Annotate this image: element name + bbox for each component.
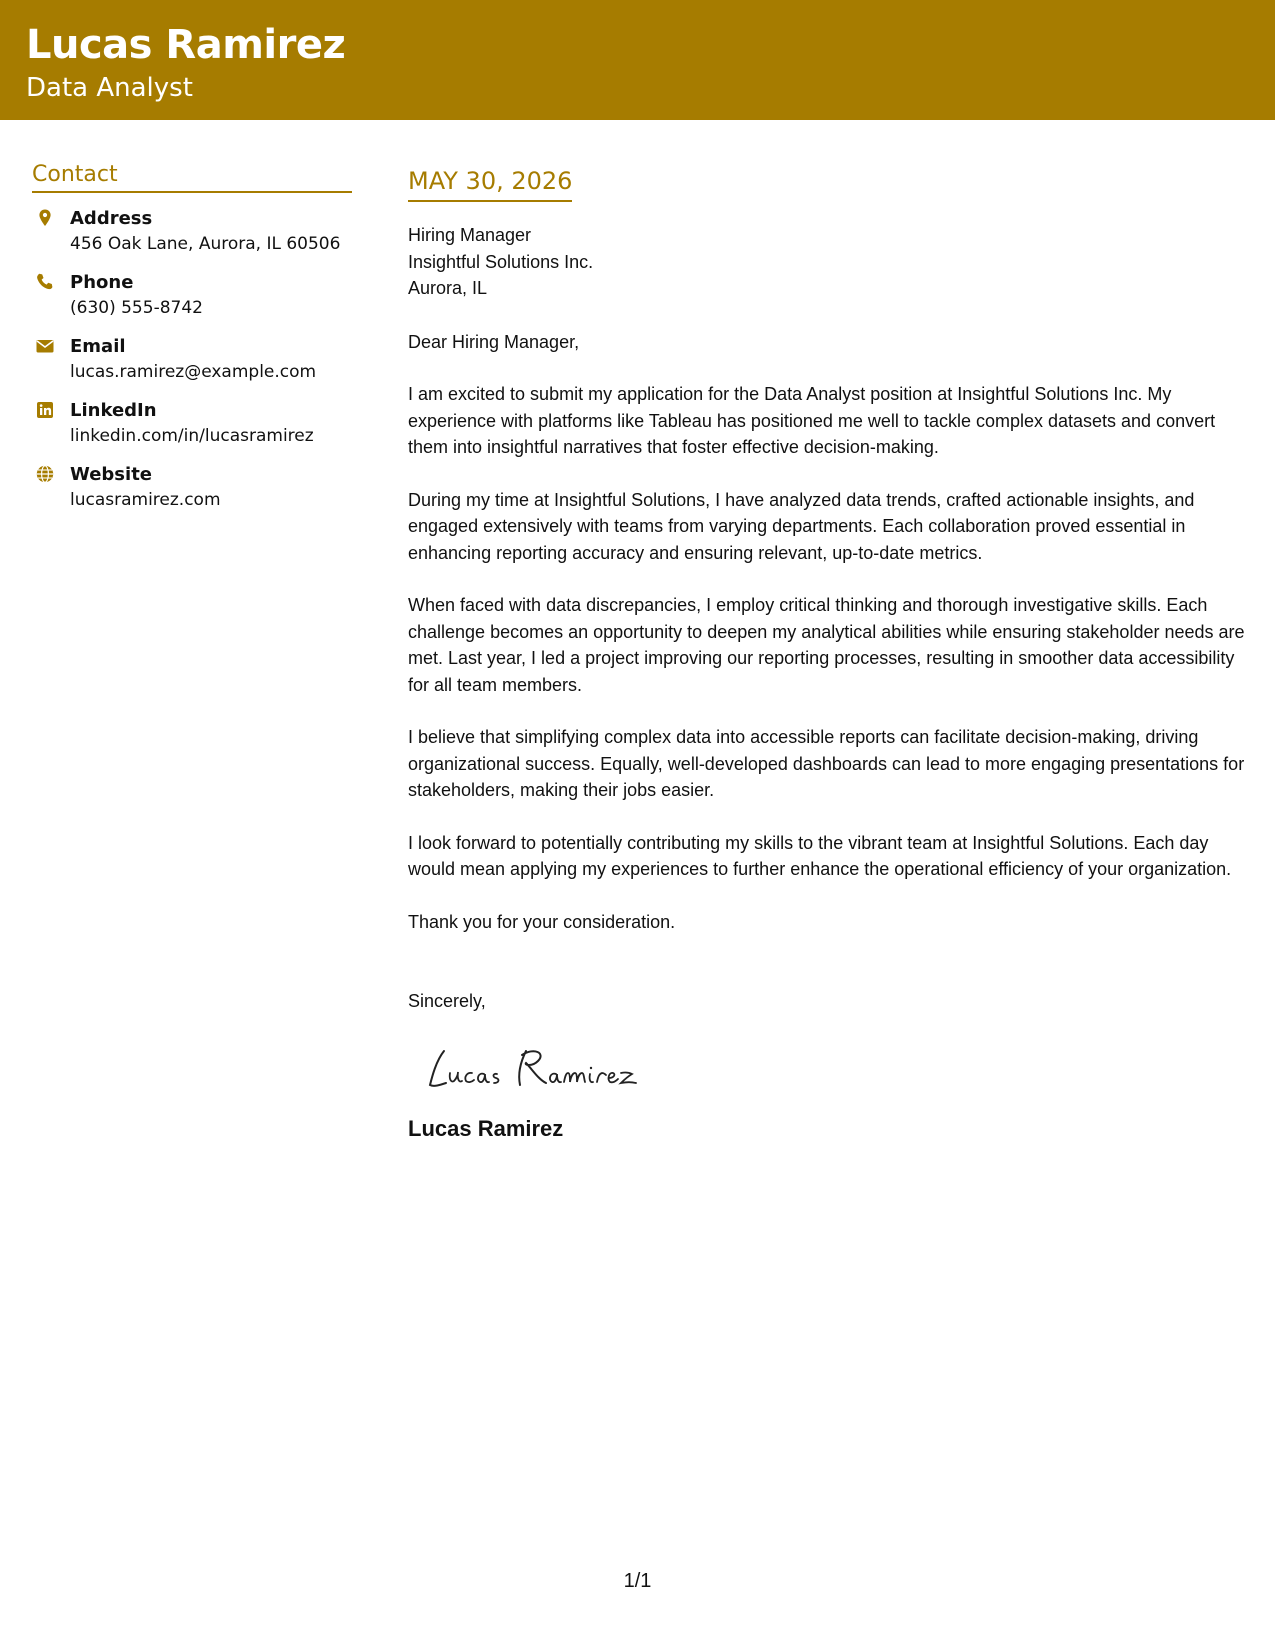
contact-item-linkedin (32, 399, 352, 449)
contact-item-email (32, 335, 352, 385)
recipient-line: Hiring Manager (408, 225, 532, 245)
salutation: Dear Hiring Manager, (408, 331, 580, 352)
globe-icon (35, 464, 55, 484)
page-number: 1/1 (623, 1570, 652, 1592)
recipient-line: Aurora, IL (408, 278, 488, 298)
letter-body (408, 166, 1253, 1143)
contact-sidebar (32, 162, 352, 513)
recipient-line: Insightful Solutions Inc. (408, 251, 594, 272)
letter-paragraph: I look forward to potentially contributing my skills to the vibrant team at Insightful Solutions. Each day would mean applying my experiences to further enhance the operational efficiency of your organization. (408, 832, 1232, 879)
contact-value: 456 Oak Lane, Aurora, IL 60506 (70, 234, 341, 254)
recipient-block (408, 222, 1253, 302)
contact-label: Phone (70, 272, 134, 293)
contact-value: lucas.ramirez@example.com (70, 362, 317, 382)
contact-item-website (32, 463, 352, 513)
contact-label: Website (70, 464, 153, 485)
contact-section-title: Contact (32, 162, 352, 193)
location-pin-icon (35, 208, 55, 228)
contact-value: lucasramirez.com (70, 490, 221, 510)
applicant-name: Lucas Ramirez (26, 22, 346, 68)
letter-paragraph: During my time at Insightful Solutions, I have analyzed data trends, crafted actionable insights, and engaged extensively with teams from varying departments. Each collaboration proved essential in enhancing reporting accuracy and ensuring relevant, up-to-date metrics. (408, 489, 1195, 563)
contact-item-address (32, 207, 352, 257)
contact-item-phone (32, 271, 352, 321)
contact-label: Address (70, 208, 153, 229)
envelope-icon (35, 336, 55, 356)
linkedin-icon (35, 400, 55, 420)
letter-paragraph: When faced with data discrepancies, I employ critical thinking and thorough investigative skills. Each challenge becomes an opportunity to deepen my analytical abilities while ensuring stakeholder needs are met. Last year, I led a project improving our reporting processes, resulting in smoother data accessibility for all team members. (408, 595, 1245, 695)
closing: Sincerely, (408, 991, 486, 1011)
contact-value: (630) 555-8742 (70, 298, 203, 318)
letter-paragraph: I am excited to submit my application for the Data Analyst position at Insightful Solutions Inc. My experience with platforms like Tableau has positioned me well to tackle complex datasets and convert them into insightful narratives that foster effective decision-making. (408, 384, 1216, 457)
handwritten-signature (422, 1041, 662, 1095)
contact-label: LinkedIn (70, 400, 157, 421)
header-banner (0, 0, 1275, 120)
letter-paragraph: Thank you for your consideration. (408, 911, 676, 932)
letter-date: MAY 30, 2026 (408, 166, 572, 202)
applicant-role: Data Analyst (26, 73, 193, 103)
contact-value: linkedin.com/in/lucasramirez (70, 426, 314, 446)
letter-paragraph: I believe that simplifying complex data into accessible reports can facilitate decision-making, driving organizational success. Equally, well-developed dashboards can lead to more engaging presentations for stakeholders, making their jobs easier. (408, 727, 1245, 800)
phone-icon (35, 272, 55, 292)
signer-name: Lucas Ramirez (408, 1116, 564, 1141)
contact-label: Email (70, 336, 126, 357)
